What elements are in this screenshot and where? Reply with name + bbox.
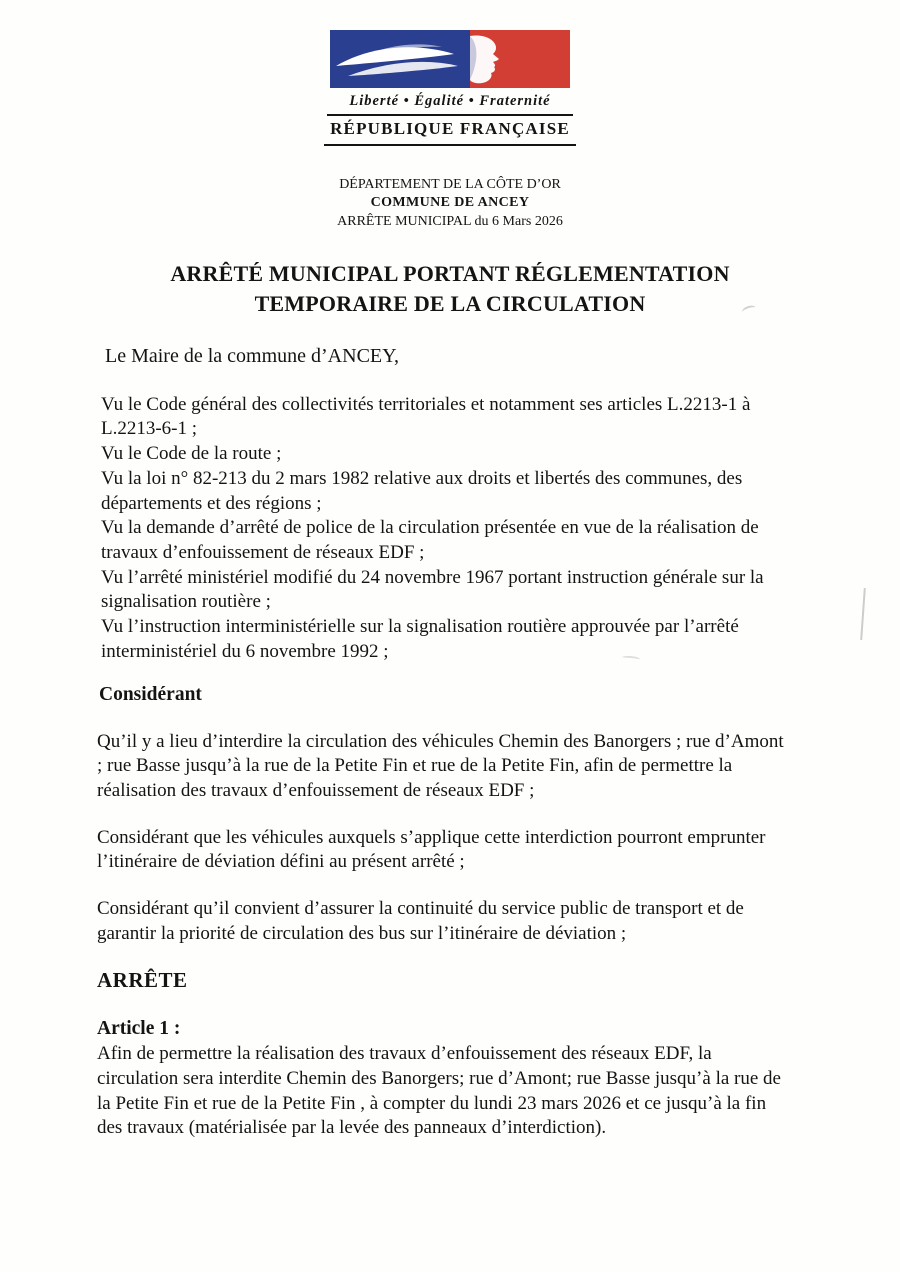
- french-republic-logo: [330, 30, 570, 88]
- considerant-heading: Considérant: [99, 684, 202, 706]
- admin-header: [0, 176, 900, 231]
- document-body: [0, 343, 900, 1141]
- department-line: DÉPARTEMENT DE LA CÔTE D’OR: [339, 177, 561, 192]
- republic-name: RÉPUBLIQUE FRANÇAISE: [324, 119, 576, 146]
- vu-clause: Vu la loi n° 82-213 du 2 mars 1982 relative aux droits et libertés des communes, des départements et des régions ;: [101, 467, 743, 514]
- arrete-date-line: ARRÊTE MUNICIPAL du 6 Mars 2026: [337, 213, 563, 229]
- salutation: Le Maire de la commune d’ANCEY,: [105, 344, 399, 367]
- document-title-line1: ARRÊTÉ MUNICIPAL PORTANT RÉGLEMENTATION: [170, 261, 730, 287]
- vu-clause: Vu l’instruction interministérielle sur la signalisation routière approuvée par l’arrêté interministériel du 6 novembre 1992 ;: [101, 615, 739, 662]
- vu-clause: Vu l’arrêté ministériel modifié du 24 novembre 1967 portant instruction générale sur la signalisation routière ;: [101, 566, 764, 613]
- document-title-line2: TEMPORAIRE DE LA CIRCULATION: [254, 291, 646, 317]
- document-title: [0, 259, 900, 318]
- vu-clauses: [97, 393, 787, 665]
- considerant-paragraph: Considérant qu’il convient d’assurer la continuité du service public de transport et de garantir la priorité de circulation des bus sur l’itinéraire de déviation ;: [97, 898, 744, 944]
- motto: Liberté • Égalité • Fraternité: [327, 93, 573, 116]
- marianne-logo-icon: [330, 30, 570, 88]
- republic-header: [0, 0, 900, 146]
- commune-line: COMMUNE DE ANCEY: [370, 195, 530, 211]
- arrete-heading: ARRÊTE: [97, 967, 188, 992]
- considerant-paragraph: Qu’il y a lieu d’interdire la circulation des véhicules Chemin des Banorgers ; rue d’Amont ; rue Basse jusqu’à la rue de la Petite Fin et rue de la Petite Fin, afin de permettre la réalisation des travaux d’enfouissement de réseaux EDF ;: [97, 730, 784, 802]
- vu-clause: Vu le Code général des collectivités territoriales et notamment ses articles L.2213-1 à L.2213-6-1 ;: [101, 393, 751, 440]
- article1-text: Afin de permettre la réalisation des travaux d’enfouissement des réseaux EDF, la circulation sera interdite Chemin des Banorgers; rue d’Amont; rue Basse jusqu’à la rue de la Petite Fin et rue de la Petite Fin , à compter du lundi 23 mars 2026 et ce jusqu’à la fin des travaux (matérialisée par la levée des panneaux d’interdiction).: [97, 1043, 781, 1139]
- article1-heading: Article 1 :: [97, 1017, 181, 1039]
- considerant-paragraph: Considérant que les véhicules auxquels s’applique cette interdiction pourront emprunter l’itinéraire de déviation défini au présent arrêté ;: [97, 826, 766, 873]
- vu-clause: Vu le Code de la route ;: [101, 443, 282, 465]
- vu-clause: Vu la demande d’arrêté de police de la circulation présentée en vue de la réalisation de travaux d’enfouissement de réseaux EDF ;: [101, 517, 759, 563]
